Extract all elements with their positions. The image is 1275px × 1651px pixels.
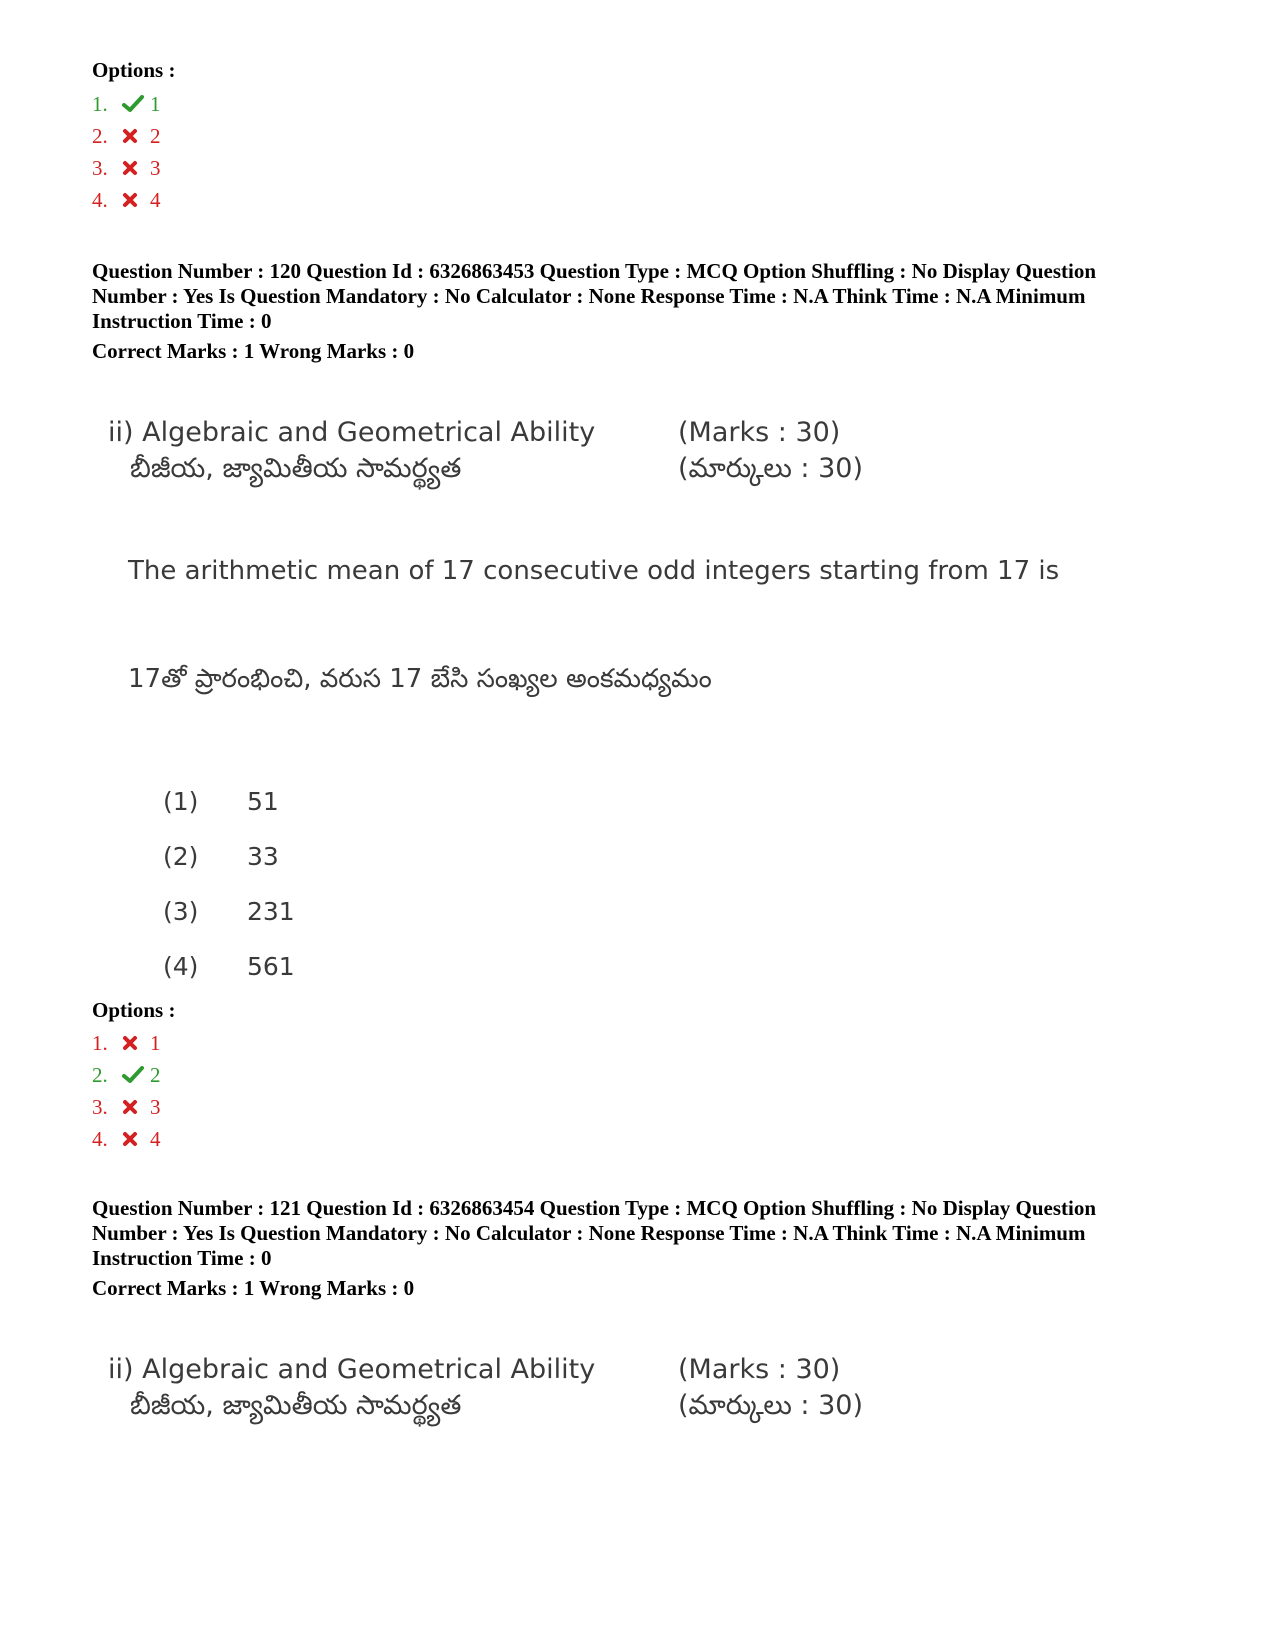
answer-choices: [163, 774, 295, 994]
options-label: Options :: [92, 58, 176, 82]
choice-row: [163, 939, 295, 994]
cross-icon: [122, 128, 150, 144]
question-text-te: 17తో ప్రారంభించి, వరుస 17 బేసి సంఖ్యల అంకమధ్యమం: [128, 664, 712, 694]
question-text-en: The arithmetic mean of 17 consecutive odd integers starting from 17 is: [128, 556, 1060, 586]
option-number: 4.: [92, 1127, 108, 1151]
meta-line: Number : Yes Is Question Mandatory : No Calculator : None Response Time : N.A Think Time : N.A Minimum: [92, 1221, 1086, 1245]
option-number: 4.: [92, 188, 108, 212]
option-value: 2: [150, 1063, 161, 1087]
option-number: 3.: [92, 156, 108, 180]
choice-label: (2): [163, 842, 199, 871]
cross-icon: [122, 1035, 150, 1051]
section-marks-te: (మార్కులు : 30): [678, 1390, 863, 1421]
option-value: 3: [150, 156, 161, 180]
choice-value: 231: [247, 897, 295, 926]
choice-row: [163, 829, 295, 884]
option-item: [92, 152, 161, 184]
option-number: 2.: [92, 124, 108, 148]
options-list: [92, 1027, 161, 1155]
choice-label: (1): [163, 787, 199, 816]
section-marks-en: (Marks : 30): [678, 1354, 841, 1385]
choice-row: [163, 774, 295, 829]
cross-icon: [122, 1099, 150, 1115]
choice-value: 51: [247, 787, 279, 816]
meta-line: Question Number : 121 Question Id : 6326863454 Question Type : MCQ Option Shuffling : No Display Question: [92, 1196, 1097, 1220]
option-value: 1: [150, 1031, 161, 1055]
choice-label: (4): [163, 952, 199, 981]
options-label: Options :: [92, 998, 176, 1022]
cross-icon: [122, 1131, 150, 1147]
meta-line: Instruction Time : 0: [92, 1246, 272, 1270]
option-number: 3.: [92, 1095, 108, 1119]
option-item: [92, 184, 161, 216]
section-title-en: ii) Algebraic and Geometrical Ability: [108, 1354, 596, 1385]
meta-line: Number : Yes Is Question Mandatory : No Calculator : None Response Time : N.A Think Time : N.A Minimum: [92, 284, 1086, 308]
option-item: [92, 1091, 161, 1123]
option-value: 2: [150, 124, 161, 148]
option-item: [92, 88, 161, 120]
choice-value: 561: [247, 952, 295, 981]
section-title-te: బీజీయ, జ్యామితీయ సామర్థ్యత: [130, 453, 462, 484]
check-icon: [122, 1066, 150, 1084]
option-value: 3: [150, 1095, 161, 1119]
meta-line: Instruction Time : 0: [92, 309, 272, 333]
section-marks-en: (Marks : 30): [678, 417, 841, 448]
option-item: [92, 1123, 161, 1155]
option-value: 1: [150, 92, 161, 116]
meta-line: Question Number : 120 Question Id : 6326863453 Question Type : MCQ Option Shuffling : No Display Question: [92, 259, 1097, 283]
section-marks-te: (మార్కులు : 30): [678, 453, 863, 484]
section-title-te: బీజీయ, జ్యామితీయ సామర్థ్యత: [130, 1390, 462, 1421]
option-number: 1.: [92, 92, 108, 116]
option-item: [92, 1059, 161, 1091]
choice-value: 33: [247, 842, 279, 871]
section-title-en: ii) Algebraic and Geometrical Ability: [108, 417, 596, 448]
marks-line: Correct Marks : 1 Wrong Marks : 0: [92, 1276, 415, 1300]
options-list: [92, 88, 161, 216]
choice-row: [163, 884, 295, 939]
option-item: [92, 120, 161, 152]
cross-icon: [122, 192, 150, 208]
option-item: [92, 1027, 161, 1059]
cross-icon: [122, 160, 150, 176]
option-number: 1.: [92, 1031, 108, 1055]
check-icon: [122, 95, 150, 113]
marks-line: Correct Marks : 1 Wrong Marks : 0: [92, 339, 415, 363]
question-meta: [92, 1196, 1202, 1271]
question-meta: [92, 259, 1202, 334]
option-number: 2.: [92, 1063, 108, 1087]
option-value: 4: [150, 188, 161, 212]
choice-label: (3): [163, 897, 199, 926]
option-value: 4: [150, 1127, 161, 1151]
